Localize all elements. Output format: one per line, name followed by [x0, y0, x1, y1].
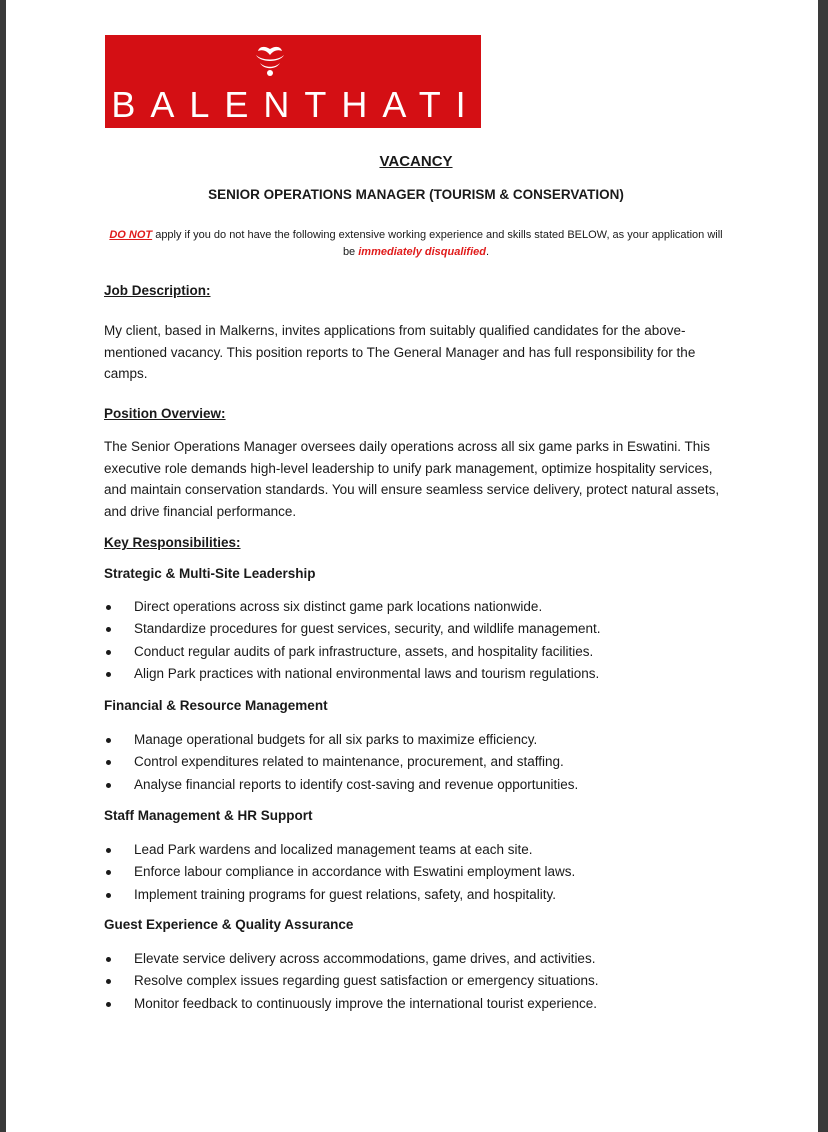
- bullet-list-staff: [104, 839, 575, 906]
- bullet-icon: [106, 783, 111, 788]
- bullet-icon: [106, 848, 111, 853]
- list-item-text: Control expenditures related to maintenance, procurement, and staffing.: [134, 754, 564, 770]
- bullet-icon: [106, 672, 111, 677]
- bullet-icon: [106, 650, 111, 655]
- group-heading-strategic: Strategic & Multi-Site Leadership: [104, 566, 316, 581]
- bullet-list-guest: [104, 948, 598, 1015]
- job-description-body: My client, based in Malkerns, invites applications from suitably qualified candidates for the above-mentioned vacancy. This position reports to The General Manager and has full responsibility for the camps.: [104, 323, 696, 381]
- list-item-text: Align Park practices with national environmental laws and tourism regulations.: [134, 665, 600, 681]
- vacancy-heading: VACANCY: [379, 153, 453, 170]
- list-item-text: Implement training programs for guest relations, safety, and hospitality.: [134, 886, 556, 902]
- list-item-text: Standardize procedures for guest services, security, and wildlife management.: [134, 621, 601, 637]
- list-item: [104, 729, 578, 751]
- group-heading-financial: Financial & Resource Management: [104, 698, 328, 713]
- warning-text: apply if you do not have the following extensive working experience and skills stated BELOW, as your application will be: [152, 229, 723, 258]
- bullet-icon: [106, 979, 111, 984]
- list-item: [104, 993, 598, 1015]
- list-item-text: Analyse financial reports to identify cost-saving and revenue opportunities.: [134, 776, 579, 792]
- bullet-icon: [106, 893, 111, 898]
- bullet-icon: [106, 870, 111, 875]
- group-heading-staff: Staff Management & HR Support: [104, 808, 313, 823]
- list-item: [104, 663, 600, 685]
- position-overview-body: The Senior Operations Manager oversees daily operations across all six game parks in Eswatini. This executive role demands high-level leadership to unify park management, optimize hospitality services, and maintain conservation standards. You will ensure seamless service delivery, protect natural assets, and drive financial performance.: [104, 439, 720, 519]
- logo-wordmark: BALENTHATI: [111, 84, 481, 125]
- bullet-icon: [106, 627, 111, 632]
- company-logo: [105, 35, 481, 128]
- bullet-icon: [106, 760, 111, 765]
- bullet-icon: [106, 957, 111, 962]
- list-item-text: Conduct regular audits of park infrastructure, assets, and hospitality facilities.: [134, 643, 594, 659]
- list-item: [104, 774, 578, 796]
- bullet-icon: [106, 1002, 111, 1007]
- list-item: [104, 884, 575, 906]
- list-item-text: Elevate service delivery across accommodations, game drives, and activities.: [134, 951, 596, 966]
- bullet-icon: [106, 605, 111, 610]
- group-heading-guest: Guest Experience & Quality Assurance: [104, 917, 354, 932]
- key-responsibilities-heading: Key Responsibilities:: [104, 535, 241, 550]
- list-item-text: Resolve complex issues regarding guest satisfaction or emergency situations.: [134, 973, 599, 989]
- job-description-heading: Job Description:: [104, 283, 211, 298]
- list-item-text: Manage operational budgets for all six parks to maximize efficiency.: [134, 732, 538, 747]
- list-item: [104, 861, 575, 883]
- list-item: [104, 970, 598, 992]
- list-item-text: Direct operations across six distinct game park locations nationwide.: [134, 599, 543, 614]
- list-item: [104, 948, 598, 970]
- warning-do-not: DO NOT: [109, 229, 153, 241]
- warning-end: .: [486, 246, 490, 258]
- document-page: [6, 0, 818, 1132]
- list-item: [104, 641, 600, 663]
- list-item-text: Lead Park wardens and localized management teams at each site.: [134, 842, 533, 857]
- list-item: [104, 596, 600, 618]
- list-item: [104, 751, 578, 773]
- list-item-text: Monitor feedback to continuously improve the international tourist experience.: [134, 995, 598, 1011]
- list-item: [104, 618, 600, 640]
- list-item-text: Enforce labour compliance in accordance with Eswatini employment laws.: [134, 864, 576, 880]
- position-title: SENIOR OPERATIONS MANAGER (TOURISM & CONSERVATION): [208, 187, 624, 202]
- logo-emblem-icon: [240, 43, 300, 77]
- bullet-list-strategic: [104, 596, 600, 685]
- bullet-icon: [106, 738, 111, 743]
- bullet-list-financial: [104, 729, 578, 796]
- list-item: [104, 839, 575, 861]
- warning-disqualified: immediately disqualified: [358, 246, 486, 258]
- eligibility-warning: [102, 227, 730, 261]
- position-overview-heading: Position Overview:: [104, 406, 226, 421]
